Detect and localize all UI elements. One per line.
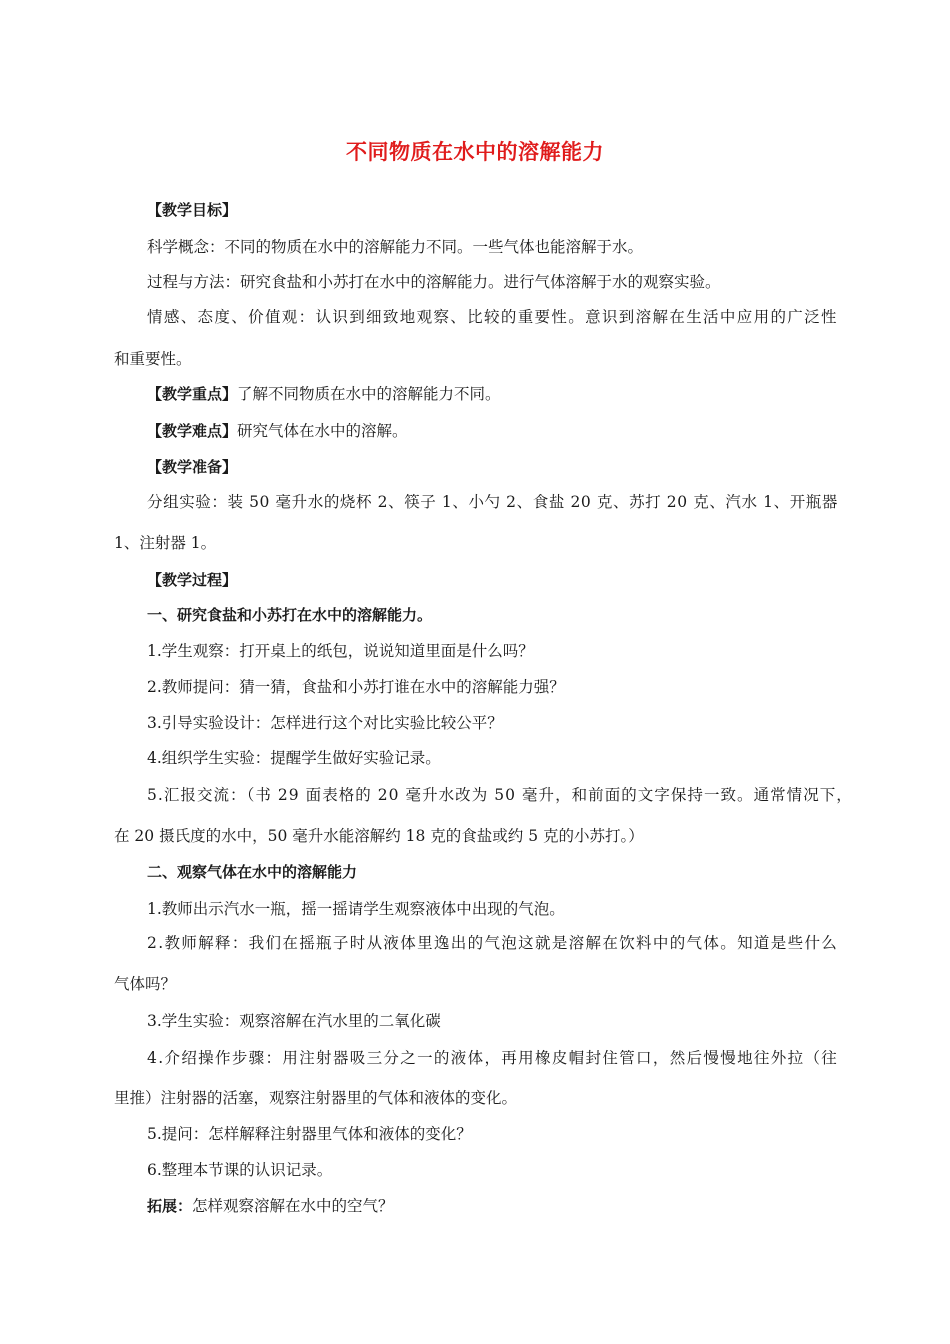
part2-step-1: 1.教师出示汽水一瓶，摇一摇请学生观察液体中出现的气泡。 [147, 900, 565, 918]
part2-step-3: 3.学生实验：观察溶解在汽水里的二氧化碳 [147, 1012, 441, 1030]
part2-step-5: 5.提问：怎样解释注射器里气体和液体的变化？ [147, 1125, 472, 1143]
part1-step-4: 4.组织学生实验：提醒学生做好实验记录。 [147, 749, 441, 767]
part2-step-2: 2.教师解释：我们在摇瓶子时从液体里逸出的气泡这就是溶解在饮料中的气体。知道是些什么 [147, 934, 839, 952]
preparation-text: 分组实验：装 50 毫升水的烧杯 2、筷子 1、小勺 2、食盐 20 克、苏打 20 克、汽水 1、开瓶器 [147, 493, 838, 511]
objective-process: 过程与方法：研究食盐和小苏打在水中的溶解能力。进行气体溶解于水的观察实验。 [147, 273, 721, 291]
objective-attitude-cont: 和重要性。 [114, 350, 192, 368]
extension-line [147, 1196, 394, 1216]
objectives-heading: 【教学目标】 [147, 201, 238, 219]
part2-step-2-cont: 气体吗？ [114, 975, 177, 993]
preparation-heading: 【教学准备】 [147, 458, 238, 476]
part2-step-6: 6.整理本节课的认识记录。 [147, 1161, 333, 1179]
document-title: 不同物质在水中的溶解能力 [346, 140, 604, 164]
part1-heading: 一、研究食盐和小苏打在水中的溶解能力。 [147, 606, 433, 624]
part1-step-3: 3.引导实验设计：怎样进行这个对比实验比较公平？ [147, 714, 503, 732]
objective-concept: 科学概念：不同的物质在水中的溶解能力不同。一些气体也能溶解于水。 [147, 238, 644, 256]
extension-heading: 拓展： [147, 1197, 193, 1215]
objective-attitude: 情感、态度、价值观：认识到细致地观察、比较的重要性。意识到溶解在生活中应用的广泛性 [147, 308, 838, 326]
part2-step-4-cont: 里推）注射器的活塞，观察注射器里的气体和液体的变化。 [114, 1089, 518, 1107]
part1-step-2: 2.教师提问：猜一猜，食盐和小苏打谁在水中的溶解能力强？ [147, 678, 565, 696]
difficulty-line [147, 421, 408, 441]
part1-step-1: 1.学生观察：打开桌上的纸包，说说知道里面是什么吗？ [147, 642, 534, 660]
extension-text: 怎样观察溶解在水中的空气？ [192, 1197, 394, 1215]
part2-step-4: 4.介绍操作步骤：用注射器吸三分之一的液体，再用橡皮帽封住管口，然后慢慢地往外拉（往 [147, 1049, 839, 1067]
key-point-text: 了解不同物质在水中的溶解能力不同。 [237, 385, 501, 403]
part2-heading: 二、观察气体在水中的溶解能力 [147, 863, 358, 881]
difficulty-heading: 【教学难点】 [147, 422, 238, 440]
key-point-line [147, 384, 501, 404]
key-point-heading: 【教学重点】 [147, 385, 238, 403]
process-heading: 【教学过程】 [147, 571, 238, 589]
part1-step-5-cont: 在 20 摄氏度的水中，50 毫升水能溶解约 18 克的食盐或约 5 克的小苏打。） [114, 827, 644, 845]
preparation-text-cont: 1、注射器 1。 [114, 534, 217, 552]
difficulty-text: 研究气体在水中的溶解。 [237, 422, 408, 440]
part1-step-5: 5.汇报交流：（书 29 面表格的 20 毫升水改为 50 毫升，和前面的文字保持一致。通常情况下， [147, 786, 853, 804]
